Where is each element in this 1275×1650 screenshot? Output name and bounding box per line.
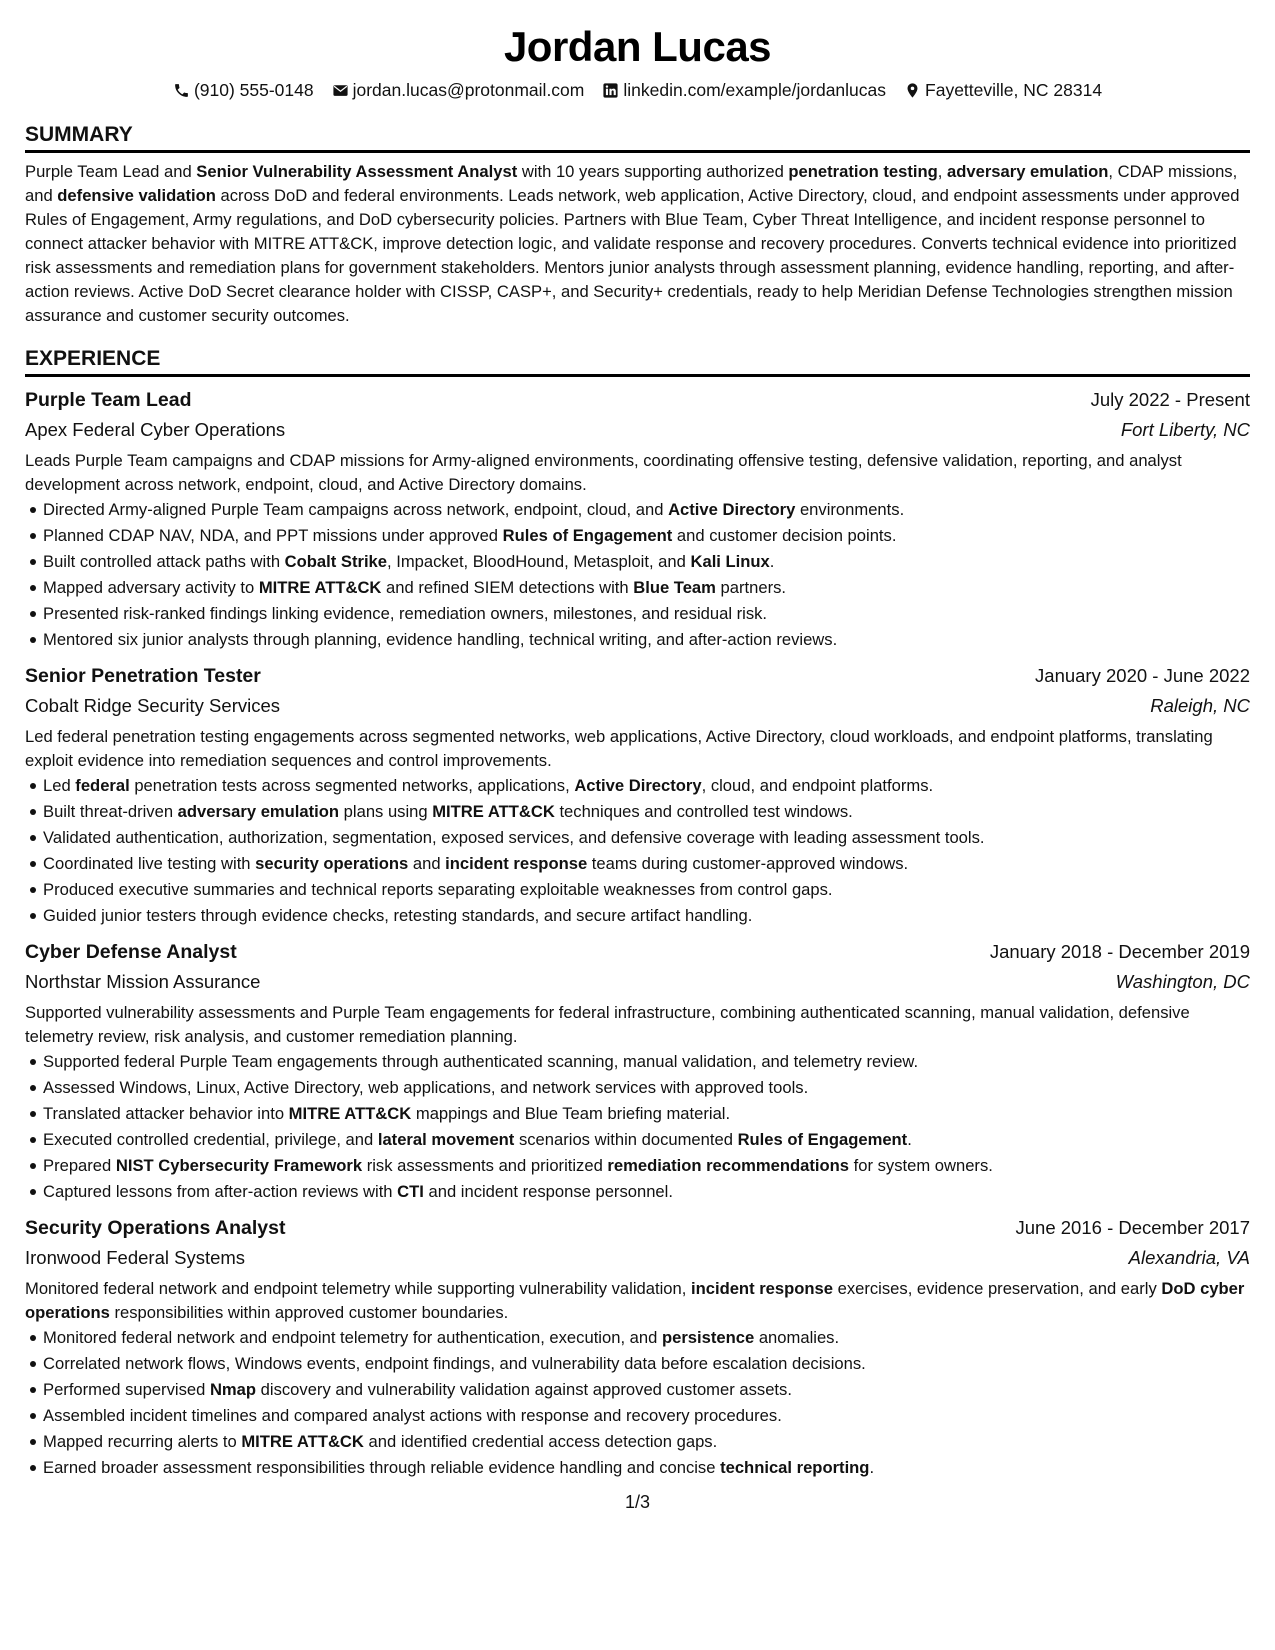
bold-text: defensive validation xyxy=(57,186,216,205)
job-entry xyxy=(25,937,1250,1205)
bold-text: Kali Linux xyxy=(690,552,770,571)
list-item xyxy=(43,601,1250,627)
list-item xyxy=(43,1127,1250,1153)
text-segment: and identified credential access detection gaps. xyxy=(363,1432,718,1451)
text-segment: Purple Team Lead and xyxy=(25,162,197,181)
contact-bar xyxy=(25,78,1250,102)
bold-text: federal xyxy=(75,776,130,795)
location-text: Fayetteville, NC 28314 xyxy=(925,80,1103,100)
text-segment: and xyxy=(408,854,446,873)
job-entry xyxy=(25,385,1250,653)
job-bullets xyxy=(25,1325,1250,1481)
text-segment: Earned broader assessment responsibilities through reliable evidence handling and concise xyxy=(43,1458,721,1477)
list-item xyxy=(43,825,1250,851)
job-title-row xyxy=(25,937,1250,967)
bold-text: Rules of Engagement xyxy=(737,1130,908,1149)
text-segment: Assembled incident timelines and compared analyst actions with response and recovery procedures. xyxy=(43,1406,782,1425)
text-segment: , Impacket, BloodHound, Metasploit, and xyxy=(387,552,691,571)
job-location: Washington, DC xyxy=(1115,971,1250,992)
job-title-row xyxy=(25,661,1250,691)
text-segment: and incident response personnel. xyxy=(423,1182,673,1201)
job-location: Fort Liberty, NC xyxy=(1120,419,1250,440)
text-segment: Built threat-driven xyxy=(43,802,178,821)
text-segment: Captured lessons from after-action reviews with xyxy=(43,1182,398,1201)
bold-text: Active Directory xyxy=(574,776,702,795)
list-item xyxy=(43,773,1250,799)
text-segment: Monitored federal network and endpoint telemetry for authentication, execution, and xyxy=(43,1328,662,1347)
job-description xyxy=(25,1277,1250,1325)
bold-text: remediation recommendations xyxy=(607,1156,850,1175)
text-segment: responsibilities within approved customer boundaries. xyxy=(109,1303,509,1322)
list-item xyxy=(43,1455,1250,1481)
list-item xyxy=(43,497,1250,523)
text-segment: Supported vulnerability assessments and Purple Team engagements for federal infrastructure, combining authenticated scanning, manual validation, defensive telemetry review, risk analysis, and customer remediation planning. xyxy=(25,1003,1190,1046)
job-company: Northstar Mission Assurance xyxy=(25,971,261,992)
job-bullets xyxy=(25,773,1250,929)
phone-text: (910) 555-0148 xyxy=(193,80,314,100)
text-segment: , CDAP missions, and xyxy=(25,162,1238,205)
text-segment: Monitored federal network and endpoint telemetry while supporting vulnerability validation, xyxy=(25,1279,691,1298)
text-segment: Leads Purple Team campaigns and CDAP missions for Army-aligned environments, coordinating offensive testing, defensive validation, reporting, and analyst development across network, endpoint, cloud, and Active Directory domains. xyxy=(25,451,1182,494)
list-item xyxy=(43,1377,1250,1403)
job-company-row xyxy=(25,415,1250,445)
map-pin-icon xyxy=(904,82,921,99)
text-segment: scenarios within documented xyxy=(514,1130,738,1149)
bold-text: Active Directory xyxy=(668,500,796,519)
bold-text: lateral movement xyxy=(377,1130,515,1149)
list-item xyxy=(43,523,1250,549)
job-dates: July 2022 - Present xyxy=(1090,389,1250,410)
experience-list xyxy=(25,385,1250,1481)
job-description xyxy=(25,1001,1250,1049)
text-segment: Validated authentication, authorization, segmentation, exposed services, and defensive coverage with leading assessment tools. xyxy=(43,828,985,847)
text-segment: Built controlled attack paths with xyxy=(43,552,285,571)
bold-text: technical reporting xyxy=(720,1458,870,1477)
bold-text: adversary emulation xyxy=(177,802,340,821)
text-segment: and customer decision points. xyxy=(672,526,897,545)
contact-linkedin[interactable] xyxy=(602,78,886,102)
job-title: Senior Penetration Tester xyxy=(25,665,261,687)
job-description xyxy=(25,725,1250,773)
text-segment: partners. xyxy=(715,578,787,597)
bold-text: Rules of Engagement xyxy=(502,526,673,545)
candidate-name: Jordan Lucas xyxy=(503,23,772,70)
text-segment: Executed controlled credential, privilege, and xyxy=(43,1130,378,1149)
bold-text: persistence xyxy=(661,1328,755,1347)
list-item xyxy=(43,851,1250,877)
text-segment: Mapped adversary activity to xyxy=(43,578,259,597)
job-bullets xyxy=(25,1049,1250,1205)
text-segment: . xyxy=(907,1130,912,1149)
text-segment: discovery and vulnerability validation against approved customer assets. xyxy=(256,1380,792,1399)
job-dates: January 2018 - December 2019 xyxy=(989,941,1250,962)
text-segment: . xyxy=(769,552,775,571)
text-segment: Presented risk-ranked findings linking evidence, remediation owners, milestones, and residual risk. xyxy=(43,604,768,623)
text-segment: Directed Army-aligned Purple Team campaigns across network, endpoint, cloud, and xyxy=(43,500,669,519)
text-segment: Assessed Windows, Linux, Active Directory, web applications, and network services with approved tools. xyxy=(43,1078,809,1097)
job-company-row xyxy=(25,967,1250,997)
bold-text: Nmap xyxy=(209,1380,257,1399)
bold-text: adversary emulation xyxy=(947,162,1109,181)
text-segment: Performed supervised xyxy=(43,1380,210,1399)
text-segment: Supported federal Purple Team engagements through authenticated scanning, manual validation, and telemetry review. xyxy=(43,1052,919,1071)
bold-text: NIST Cybersecurity Framework xyxy=(115,1156,363,1175)
job-company: Cobalt Ridge Security Services xyxy=(25,695,280,716)
text-segment: Correlated network flows, Windows events, endpoint findings, and vulnerability data before escalation decisions. xyxy=(43,1354,866,1373)
text-segment: techniques and controlled test windows. xyxy=(554,802,853,821)
text-segment: Mapped recurring alerts to xyxy=(43,1432,242,1451)
list-item xyxy=(43,1153,1250,1179)
summary-heading: SUMMARY xyxy=(25,122,1250,153)
text-segment: Coordinated live testing with xyxy=(43,854,256,873)
job-title: Purple Team Lead xyxy=(25,389,192,411)
contact-email[interactable] xyxy=(332,78,585,102)
list-item xyxy=(43,1403,1250,1429)
job-location: Alexandria, VA xyxy=(1128,1247,1250,1268)
job-title: Security Operations Analyst xyxy=(25,1217,286,1239)
text-segment: plans using xyxy=(339,802,433,821)
text-segment: risk assessments and prioritized xyxy=(362,1156,608,1175)
list-item xyxy=(43,1049,1250,1075)
text-segment: Produced executive summaries and technical reports separating exploitable weaknesses from control gaps. xyxy=(43,880,833,899)
bold-text: Senior Vulnerability Assessment Analyst xyxy=(196,162,518,181)
text-segment: environments. xyxy=(795,500,905,519)
text-segment: for system owners. xyxy=(849,1156,993,1175)
list-item xyxy=(43,877,1250,903)
bold-text: incident response xyxy=(445,854,588,873)
experience-heading: EXPERIENCE xyxy=(25,346,1250,377)
text-segment: penetration tests across segmented networks, applications, xyxy=(129,776,575,795)
list-item xyxy=(43,1101,1250,1127)
job-company-row xyxy=(25,691,1250,721)
list-item xyxy=(43,549,1250,575)
text-segment: , xyxy=(937,162,948,181)
bold-text: incident response xyxy=(690,1279,833,1298)
list-item xyxy=(43,575,1250,601)
phone-icon xyxy=(173,82,190,99)
text-segment: Mentored six junior analysts through planning, evidence handling, technical writing, and after-action reviews. xyxy=(43,630,838,649)
text-segment: Led xyxy=(43,776,76,795)
text-segment: teams during customer-approved windows. xyxy=(587,854,909,873)
job-bullets xyxy=(25,497,1250,653)
bold-text: Cobalt Strike xyxy=(284,552,388,571)
bold-text: penetration testing xyxy=(788,162,938,181)
text-segment: Led federal penetration testing engagements across segmented networks, web applications, Active Directory, cloud workloads, and endpoint platforms, translating exploit evidence into remediation sequences and control improvements. xyxy=(25,727,1213,770)
list-item xyxy=(43,903,1250,929)
text-segment: Translated attacker behavior into xyxy=(43,1104,289,1123)
bold-text: MITRE ATT&CK xyxy=(241,1432,364,1451)
text-segment: and refined SIEM detections with xyxy=(381,578,634,597)
text-segment: Guided junior testers through evidence checks, retesting standards, and secure artifact handling. xyxy=(43,906,753,925)
job-entry xyxy=(25,1213,1250,1481)
job-description xyxy=(25,449,1250,497)
list-item xyxy=(43,1075,1250,1101)
job-entry xyxy=(25,661,1250,929)
job-company: Ironwood Federal Systems xyxy=(25,1247,246,1268)
bold-text: MITRE ATT&CK xyxy=(432,802,555,821)
job-title-row xyxy=(25,1213,1250,1243)
bold-text: MITRE ATT&CK xyxy=(288,1104,412,1123)
text-segment: mappings and Blue Team briefing material. xyxy=(411,1104,731,1123)
bold-text: MITRE ATT&CK xyxy=(258,578,382,597)
linkedin-text: linkedin.com/example/jordanlucas xyxy=(623,80,887,100)
list-item xyxy=(43,1429,1250,1455)
job-title: Cyber Defense Analyst xyxy=(25,941,237,963)
bold-text: CTI xyxy=(397,1182,424,1201)
contact-location xyxy=(904,78,1102,102)
job-dates: January 2020 - June 2022 xyxy=(1035,665,1250,686)
text-segment: . xyxy=(869,1458,875,1477)
list-item xyxy=(43,1179,1250,1205)
list-item xyxy=(43,1325,1250,1351)
bold-text: Blue Team xyxy=(633,578,716,597)
job-company-row xyxy=(25,1243,1250,1273)
page-number: 1/3 xyxy=(624,1492,651,1512)
job-dates: June 2016 - December 2017 xyxy=(1015,1217,1250,1238)
text-segment: across DoD and federal environments. Leads network, web application, Active Directory, cloud, and endpoint assessments under approved Rules of Engagement, Army regulations, and DoD cybersecurity policies. Partners with Blue Team, Cyber Threat Intelligence, and incident response personnel to connect attacker behavior with MITRE ATT&CK, improve detection logic, and validate response and recovery procedures. Converts technical evidence into prioritized risk assessments and remediation plans for government stakeholders. Mentors junior analysts through assessment planning, evidence handling, reporting, and after-action reviews. Active DoD Secret clearance holder with CISSP, CASP+, and Security+ credentials, ready to help Meridian Defense Technologies strengthen mission assurance and customer security outcomes. xyxy=(25,186,1240,325)
list-item xyxy=(43,1351,1250,1377)
linkedin-icon xyxy=(602,82,619,99)
text-segment: Prepared xyxy=(43,1156,116,1175)
email-text: jordan.lucas@protonmail.com xyxy=(352,80,585,100)
job-title-row xyxy=(25,385,1250,415)
contact-phone[interactable] xyxy=(173,78,314,102)
job-location: Raleigh, NC xyxy=(1150,695,1250,716)
bold-text: DoD cyber operations xyxy=(25,1279,1245,1322)
summary-paragraph xyxy=(25,160,1250,328)
resume-page xyxy=(25,22,1250,1481)
list-item xyxy=(43,799,1250,825)
envelope-icon xyxy=(332,82,349,99)
bold-text: security operations xyxy=(255,854,409,873)
list-item xyxy=(43,627,1250,653)
text-segment: Planned CDAP NAV, NDA, and PPT missions under approved xyxy=(43,526,503,545)
text-segment: anomalies. xyxy=(754,1328,840,1347)
text-segment: with 10 years supporting authorized xyxy=(517,162,789,181)
text-segment: , cloud, and endpoint platforms. xyxy=(701,776,934,795)
text-segment: exercises, evidence preservation, and early xyxy=(833,1279,1162,1298)
job-company: Apex Federal Cyber Operations xyxy=(25,419,286,440)
